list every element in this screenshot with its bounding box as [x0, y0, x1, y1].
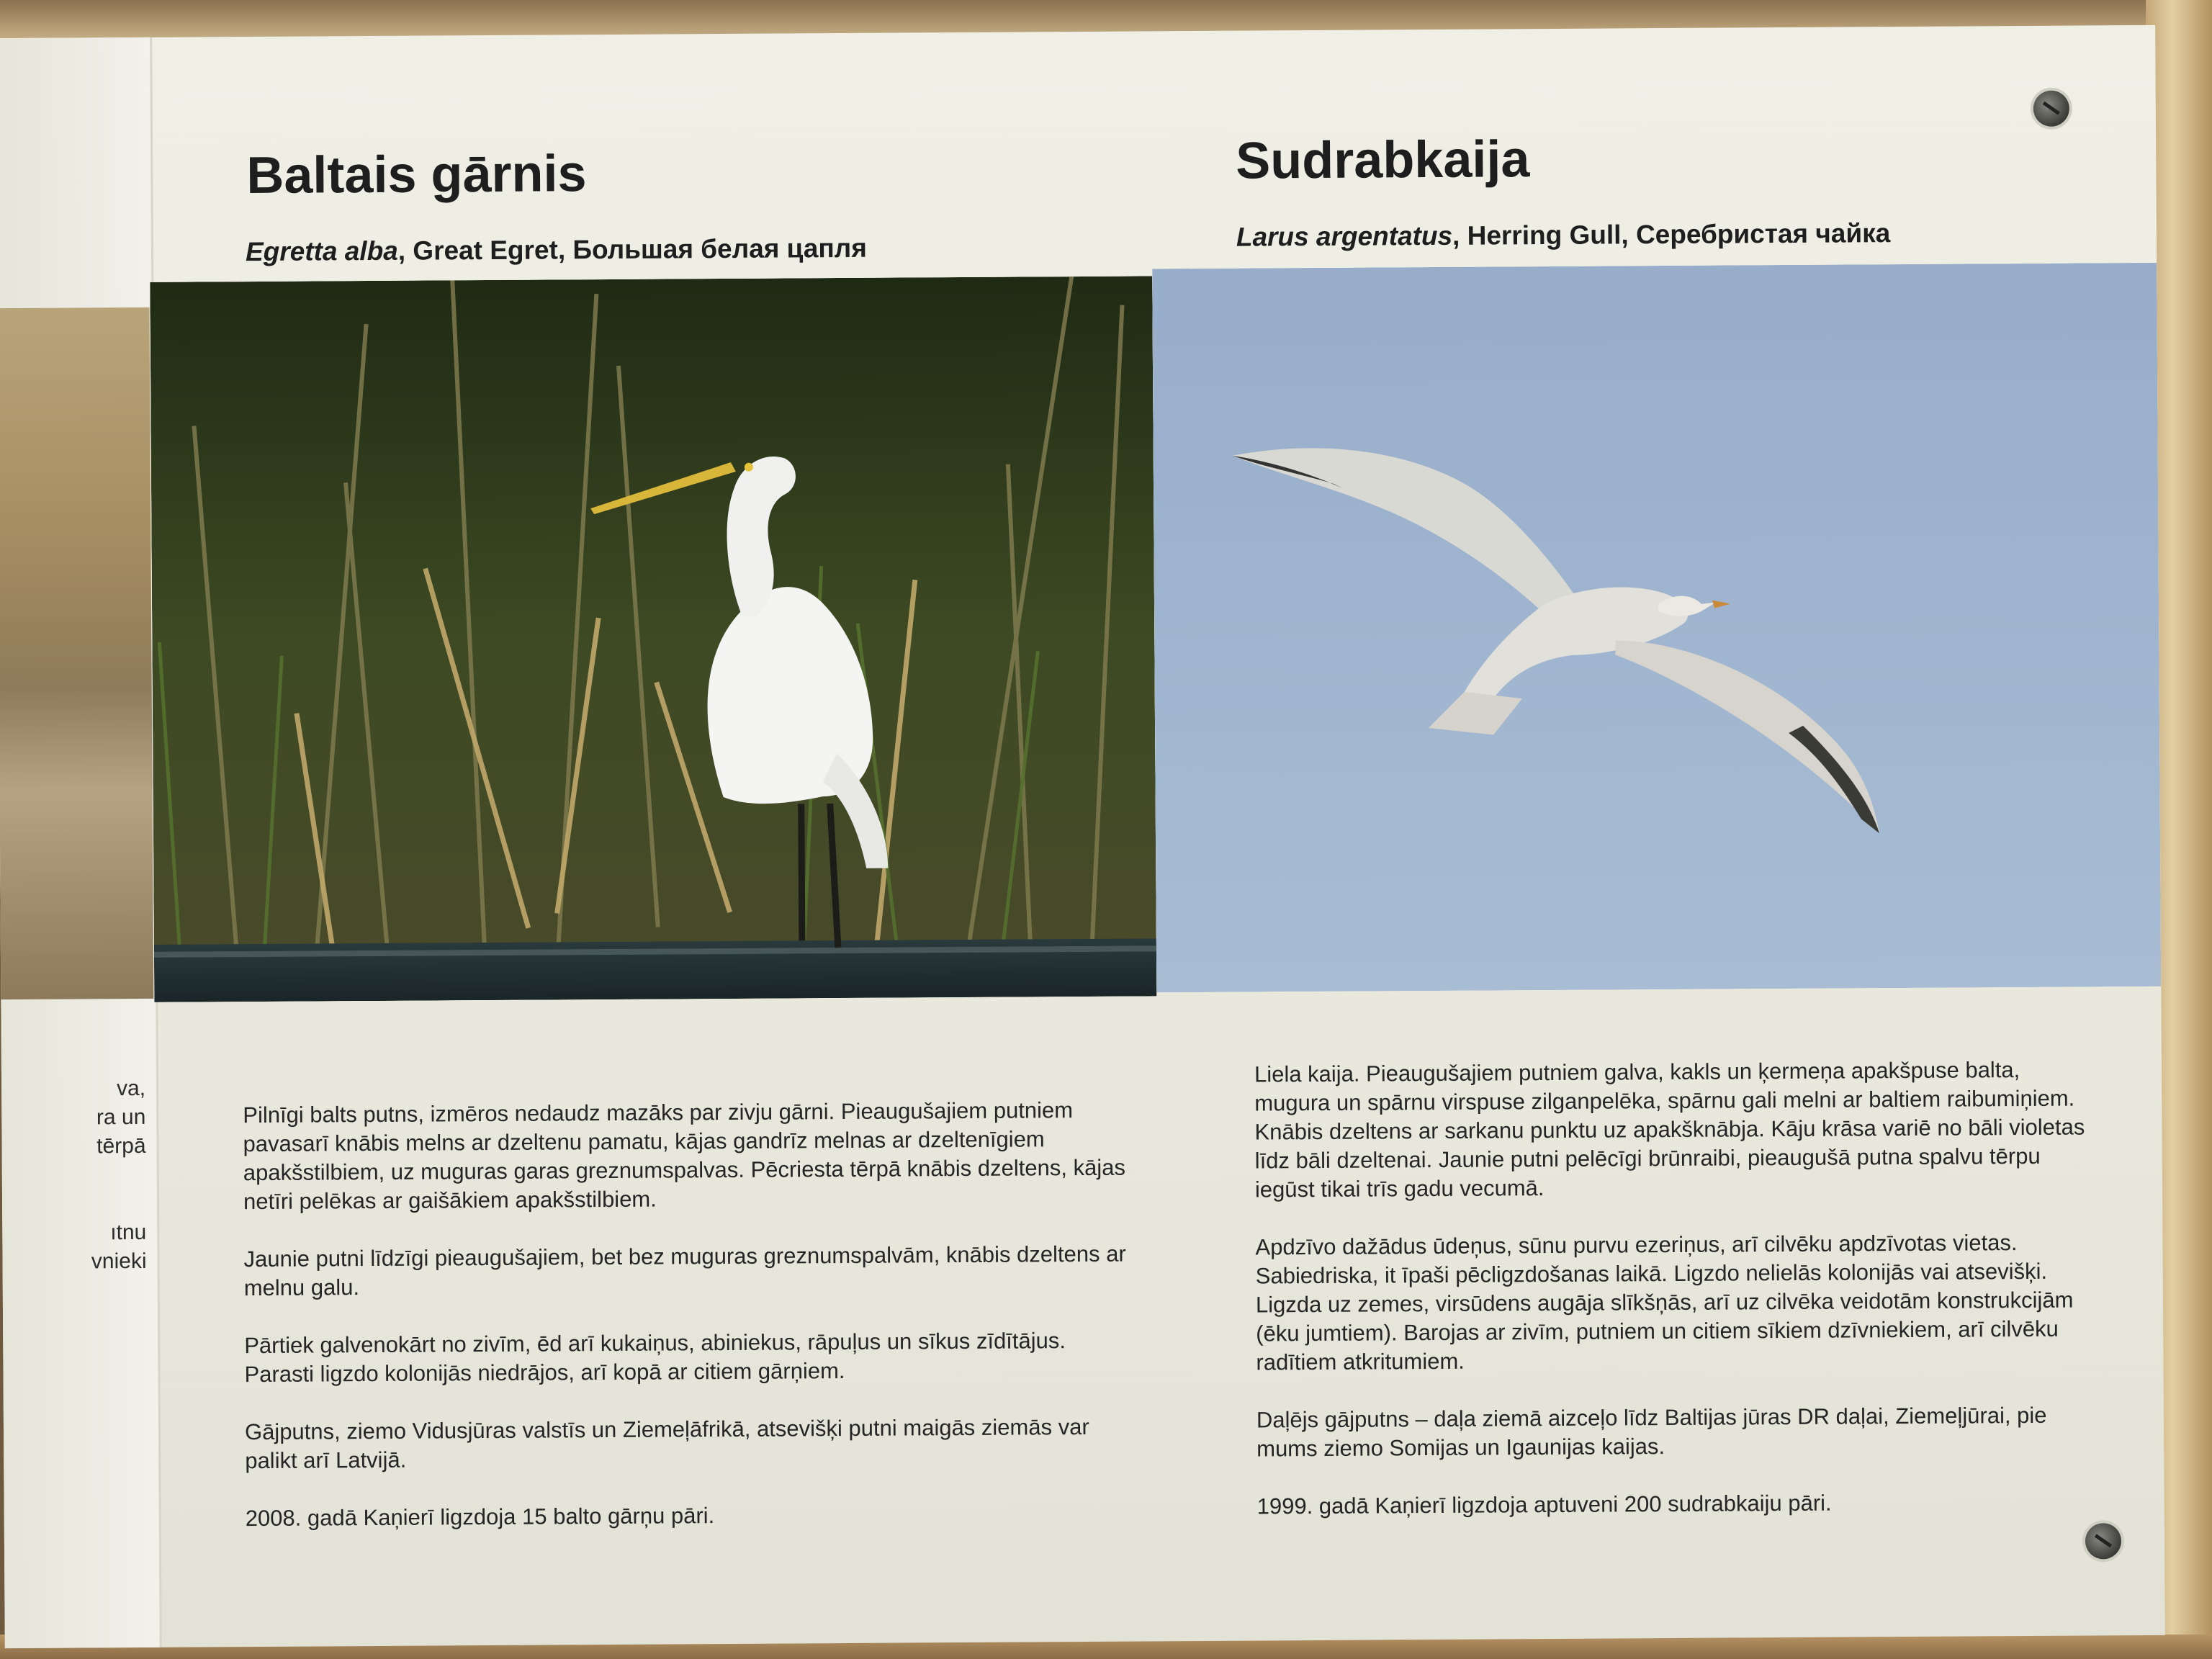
left-fragment: [2, 1161, 146, 1190]
egret-common-names: , Great Egret, Большая белая цапля: [397, 233, 867, 266]
egret-paragraph: Pilnīgi balts putns, izmēros nedaudz mazāks par zivju gārni. Pieaugušajiem putniem pavasarī knābis melns ar dzeltenu pamatu, kājas gandrīz melnas ar dzeltenīgiem apakšstilbiem, uz muguras garas greznumspalvas. Pēcriesta tērpā knābis dzeltens, kājas netīri pelēkas ar gaišākiem apakšstilbiem.: [243, 1097, 1125, 1215]
egret-paragraph: Jaunie putni līdzīgi pieaugušajiem, bet bez muguras greznumspalvām, knābis dzeltens ar melnu galu.: [243, 1241, 1126, 1301]
left-fragment: tērpā: [96, 1133, 146, 1159]
left-neighbor-panel: [0, 37, 162, 1648]
left-fragment: va,: [116, 1076, 146, 1101]
egret-title: Baltais gārnis: [246, 145, 587, 205]
gull-common-names: , Herring Gull, Серебристая чайка: [1452, 218, 1891, 251]
egret-scientific-name: Egretta alba: [245, 235, 398, 267]
left-fragment: [2, 1190, 146, 1219]
screw-top-right: [2033, 91, 2069, 127]
gull-paragraph: Apdzīvo dažādus ūdeņus, sūnu purvu ezeriņus, arī cilvēku apdzīvotas vietas. Sabiedriska, it īpaši pēcligzdošanas laikā. Ligzdo nelielās kolonijās vai atsevišķi. Ligzda uz zemes, virsūdens augāja slīkšņās, arī uz cilvēka veidotām konstrukcijām (ēku jumtiem). Barojas ar zivīm, putniem un citiem sīkiem dzīvniekiem, arī cilvēku radītiem atkritumiem.: [1255, 1230, 2074, 1375]
gull-paragraph: Liela kaija. Pieaugušajiem putniem galva, kakls un ķermeņa apakšpuse balta, mugura un spārnu virspuse zilganpelēka, spārnu gali melni ar baltiem raibumiņiem. Knābis dzeltens ar sarkanu punktu uz apakšknābja. Kāju krāsa variē no bāli violetas līdz bāli dzeltenai. Jaunie putni pelēcīgi brūnraibi, pieaugušā putna spalvu tērpu iegūst tikai trīs gadu vecumā.: [1254, 1057, 2085, 1202]
egret-paragraph: Gājputns, ziemo Vidusjūras valstīs un Ziemeļāfrikā, atsevišķi putni maigās ziemās var palikt arī Latvijā.: [244, 1413, 1089, 1474]
gull-scientific-name: Larus argentatus: [1236, 220, 1453, 252]
screw-bottom-right: [2085, 1523, 2121, 1559]
left-neighbor-photo: [0, 307, 153, 999]
gull-description: [1254, 1055, 2092, 1550]
left-fragment: ra un: [96, 1105, 146, 1130]
egret-paragraph: Pārtiek galvenokārt no zivīm, ēd arī kukaiņus, abiniekus, rāpuļus un sīkus zīdītājus. Parasti ligzdo kolonijās niedrājos, arī kopā ar citiem gārņiem.: [244, 1328, 1066, 1388]
gull-paragraph: 1999. gadā Kaņierī ligzdoja aptuveni 200 sudrabkaiju pāri.: [1256, 1490, 1832, 1519]
egret-subtitle: [246, 233, 867, 267]
gull-title: Sudrabkaija: [1236, 130, 1530, 190]
left-neighbor-text: [1, 1074, 147, 1277]
left-fragment: ıtnu: [110, 1220, 147, 1245]
gull-subtitle: [1236, 218, 1891, 253]
gull-photo: [1152, 263, 2161, 993]
egret-description: [243, 1096, 1131, 1563]
egret-paragraph: 2008. gadā Kaņierī ligzdoja 15 balto gārņu pāri.: [245, 1503, 715, 1532]
info-board: [0, 25, 2165, 1648]
egret-photo: [150, 276, 1156, 1002]
gull-paragraph: Daļējs gājputns – daļa ziemā aizceļo līdz Baltijas jūras DR daļai, Ziemeļjūrai, pie mums ziemo Somijas un Igaunijas kaijas.: [1256, 1402, 2047, 1462]
left-fragment: vnieki: [91, 1249, 147, 1274]
